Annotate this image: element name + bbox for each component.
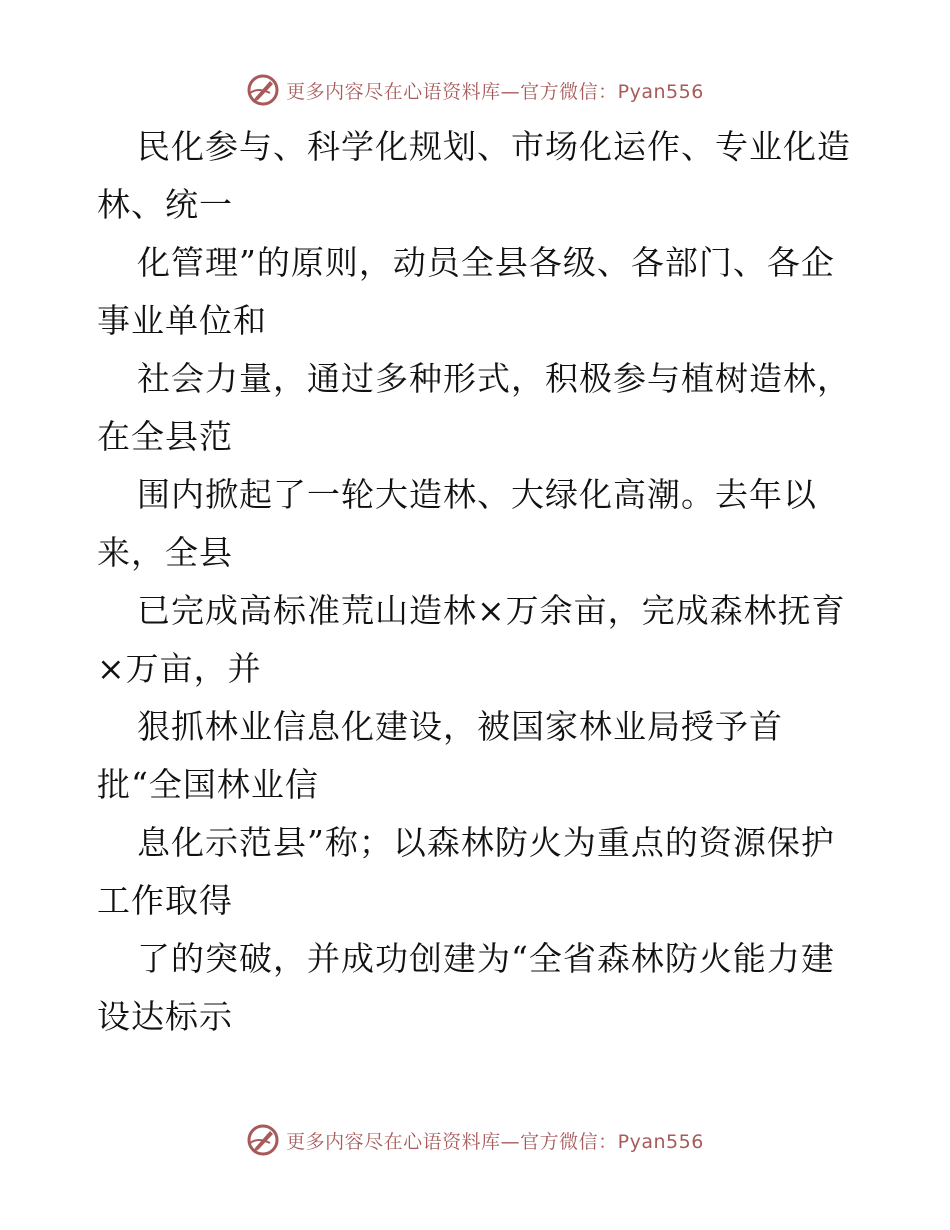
paragraph-1 (97, 118, 857, 234)
footer-banner-text: 更多内容尽在心语资料库—官方微信：Pyan556 (286, 1130, 704, 1153)
quill-pen-logo-icon (246, 1123, 280, 1157)
paragraph-3 (97, 350, 857, 466)
paragraph-first-line: 已完成高标准荒山造林×万余亩，完成森林抚育 (137, 591, 846, 630)
paragraph-first-line: 民化参与、科学化规划、市场化运作、专业化造 (137, 127, 851, 166)
paragraph-continuation-line: 工作取得 (97, 881, 233, 920)
quill-pen-logo-icon (246, 73, 280, 107)
header-banner (0, 70, 950, 110)
paragraph-4 (97, 466, 857, 582)
paragraph-continuation-line: 在全县范 (97, 417, 233, 456)
paragraph-2 (97, 234, 857, 350)
header-banner-text: 更多内容尽在心语资料库—官方微信：Pyan556 (286, 80, 704, 103)
paragraph-first-line: 了的突破，并成功创建为“全省森林防火能力建 (137, 939, 835, 978)
paragraph-5 (97, 582, 857, 698)
paragraph-continuation-line: 事业单位和 (97, 301, 267, 340)
paragraph-first-line: 围内掀起了一轮大造林、大绿化高潮。去年以 (137, 475, 817, 514)
paragraph-continuation-line: ×万亩，并 (97, 649, 262, 688)
paragraph-first-line: 化管理”的原则，动员全县各级、各部门、各企 (137, 243, 835, 282)
paragraph-first-line: 息化示范县”称；以森林防火为重点的资源保护 (137, 823, 835, 862)
paragraph-first-line: 社会力量，通过多种形式，积极参与植树造林， (137, 359, 851, 398)
document-body (97, 118, 857, 1046)
paragraph-8 (97, 930, 857, 1046)
paragraph-first-line: 狠抓林业信息化建设，被国家林业局授予首 (137, 707, 783, 746)
paragraph-6 (97, 698, 857, 814)
paragraph-7 (97, 814, 857, 930)
paragraph-continuation-line: 设达标示 (97, 997, 233, 1036)
paragraph-continuation-line: 林、统一 (97, 185, 233, 224)
paragraph-continuation-line: 来，全县 (97, 533, 233, 572)
footer-banner (0, 1120, 950, 1160)
paragraph-continuation-line: 批“全国林业信 (97, 765, 319, 804)
